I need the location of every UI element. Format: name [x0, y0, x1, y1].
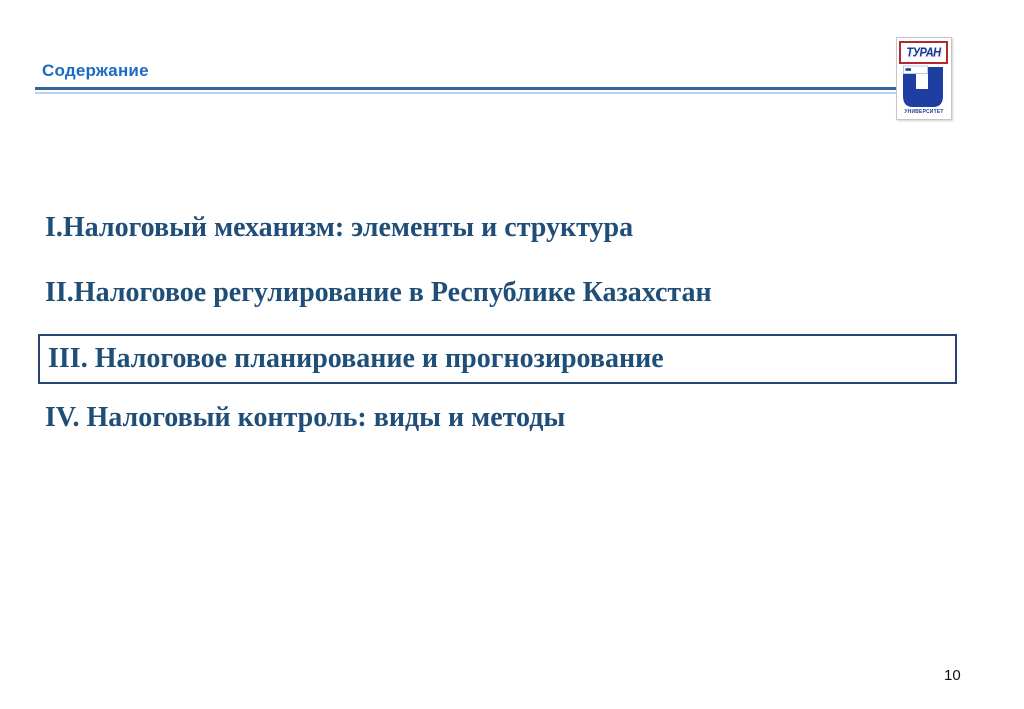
- header-divider: [35, 87, 896, 94]
- toc-item-3-highlight-box: [38, 334, 957, 384]
- logo-subtitle-text: УНИВЕРСИТЕТ: [904, 109, 944, 115]
- divider-light-line: [35, 92, 896, 94]
- page-number: 10: [944, 667, 961, 684]
- divider-dark-line: [35, 87, 896, 90]
- toc-item-1: I.Налоговый механизм: элементы и структура: [45, 212, 634, 243]
- page-title: Содержание: [42, 61, 149, 80]
- university-logo: [896, 37, 952, 120]
- toc-item-4: IV. Налоговый контроль: виды и методы: [45, 402, 566, 433]
- toc-item-2: II.Налоговое регулирование в Республике Казахстан: [45, 277, 712, 308]
- logo-name-box: [899, 41, 948, 64]
- logo-name-text: ТУРАН: [906, 45, 941, 60]
- toc-item-3: III. Налоговое планирование и прогнозирование: [48, 343, 664, 374]
- logo-u-icon: [903, 65, 943, 107]
